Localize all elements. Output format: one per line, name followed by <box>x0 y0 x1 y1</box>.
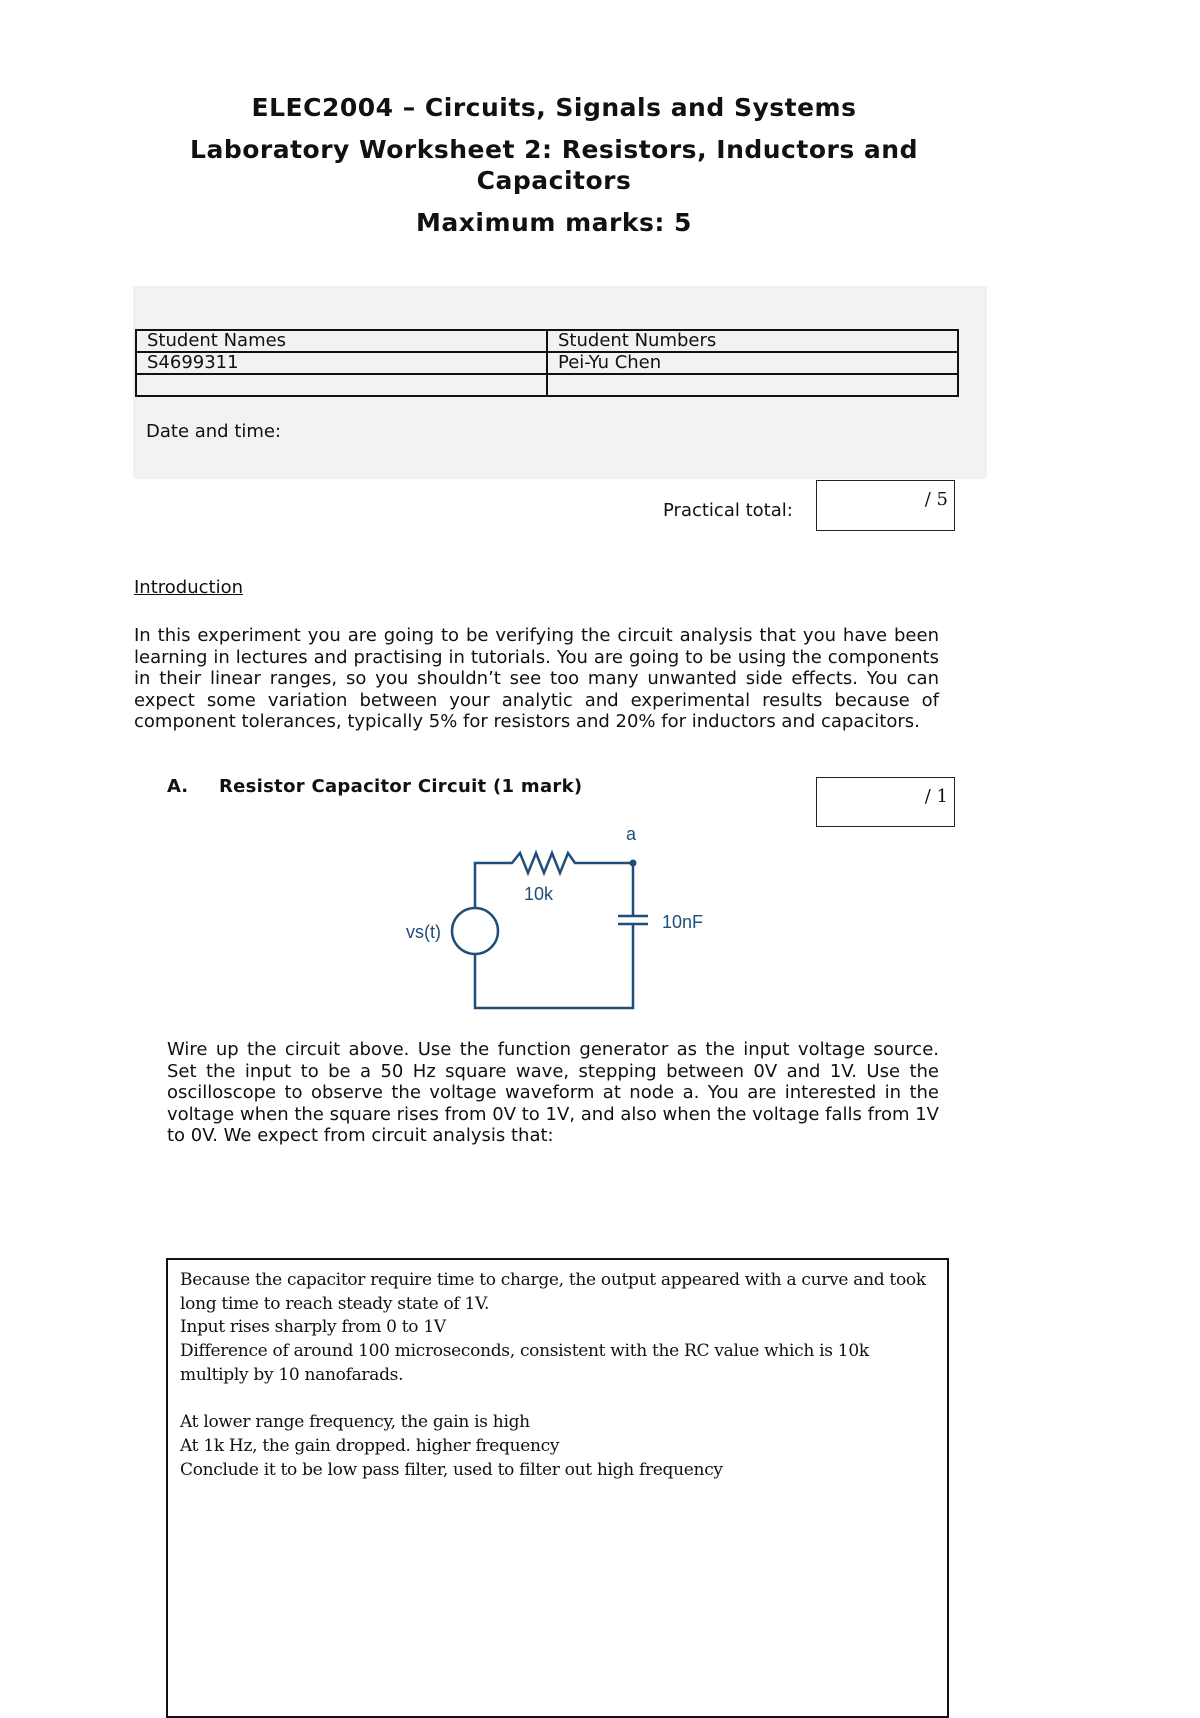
answer-line: long time to reach steady state of 1V. <box>180 1293 490 1314</box>
answer-box[interactable] <box>166 1258 949 1718</box>
source-label: vs(t) <box>406 922 441 942</box>
date-time-label: Date and time: <box>146 421 282 442</box>
header-student-names: Student Names <box>136 330 547 352</box>
answer-line: At 1k Hz, the gain dropped. higher frequency <box>180 1435 560 1456</box>
worksheet-title-line2: Capacitors <box>476 166 632 195</box>
rc-circuit-diagram <box>400 820 730 1020</box>
student-table <box>135 329 959 397</box>
answer-line: Input rises sharply from 0 to 1V <box>180 1317 446 1338</box>
header-student-numbers: Student Numbers <box>547 330 958 352</box>
table-row <box>136 374 958 396</box>
section-a-instructions: Wire up the circuit above. Use the function generator as the input voltage source. Set the input to be a 50 Hz square wave, stepping between 0V and 1V. Use the oscilloscope to observe the voltage waveform at node a. You are interested in the voltage when the square rises from 0V to 1V, and also when the voltage falls from 1V to 0V. We expect from circuit analysis that: <box>167 1039 939 1146</box>
table-cell[interactable]: Pei-Yu Chen <box>547 352 958 374</box>
answer-line: Difference of around 100 microseconds, consistent with the RC value which is 10k <box>180 1341 869 1362</box>
node-dot <box>630 860 637 867</box>
table-cell[interactable] <box>136 374 547 396</box>
section-a-letter: A. <box>167 776 189 797</box>
section-a-mark-box[interactable]: / 1 <box>816 777 955 827</box>
max-marks: Maximum marks: 5 <box>416 208 692 237</box>
answer-line: Because the capacitor require time to charge, the output appeared with a curve and took <box>180 1270 926 1290</box>
capacitor-label: 10nF <box>662 912 704 932</box>
table-cell[interactable] <box>547 374 958 396</box>
voltage-source-icon <box>452 908 498 954</box>
introduction-heading: Introduction <box>134 577 244 598</box>
node-label: a <box>626 824 637 844</box>
section-a-title: Resistor Capacitor Circuit (1 mark) <box>219 776 583 797</box>
answer-line: multiply by 10 nanofarads. <box>180 1364 404 1385</box>
wire <box>475 924 633 1008</box>
practical-total-label: Practical total: <box>663 500 793 521</box>
answer-line: Conclude it to be low pass filter, used to filter out high frequency <box>180 1459 723 1480</box>
course-title: ELEC2004 – Circuits, Signals and Systems <box>251 93 857 122</box>
answer-line: At lower range frequency, the gain is high <box>180 1412 530 1433</box>
introduction-text: In this experiment you are going to be verifying the circuit analysis that you have been learning in lectures and practising in tutorials. You are going to be using the components in their linear ranges, so you shouldn’t see too many unwanted side effects. You can expect some variation between your analytic and experimental results because of component tolerances, typically 5% for resistors and 20% for inductors and capacitors. <box>134 625 939 732</box>
resistor-label: 10k <box>524 884 554 904</box>
table-row <box>136 352 958 374</box>
worksheet-title-line1: Laboratory Worksheet 2: Resistors, Inductors and <box>190 135 918 164</box>
wire <box>475 853 633 916</box>
table-cell[interactable]: S4699311 <box>136 352 547 374</box>
table-header-row <box>136 330 958 352</box>
answer-line <box>180 1388 935 1412</box>
practical-total-box[interactable]: / 5 <box>816 480 955 531</box>
